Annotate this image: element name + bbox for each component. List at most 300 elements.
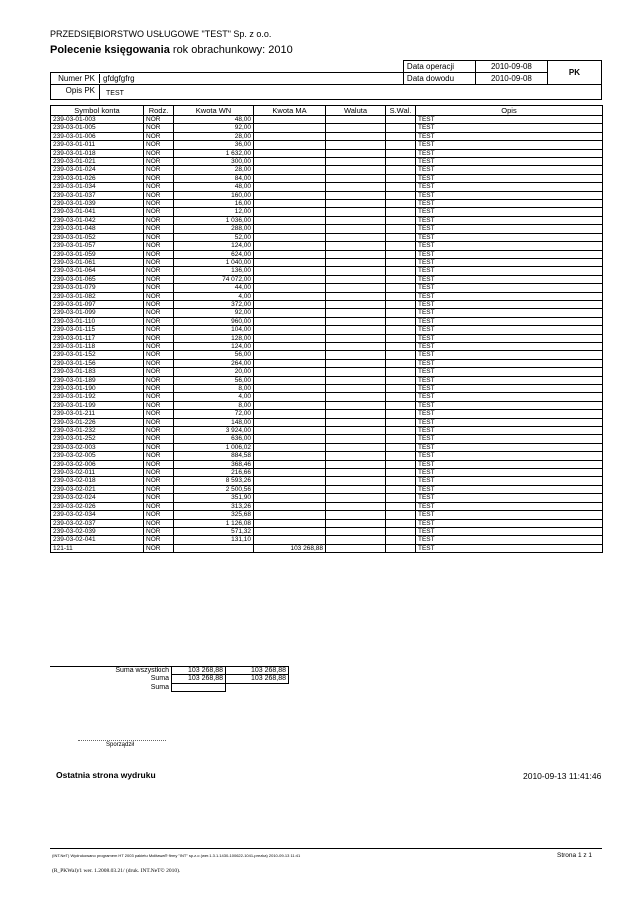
table-cell — [326, 519, 386, 527]
table-cell — [254, 427, 326, 435]
table-cell: TEST — [416, 359, 603, 367]
table-cell — [254, 536, 326, 544]
program-info: (INT.NeT) Wydrukowano programem HT 2003 pakietu Molitawa® firmy "INT" sp.z.o (wer.1.3.1.1430-100622-1041-prezka) 2010-09-13 11:41 — [52, 853, 301, 858]
table-cell: 368,46 — [174, 460, 254, 468]
print-timestamp: 2010-09-13 11:41:46 — [523, 771, 602, 781]
table-cell — [254, 519, 326, 527]
table-cell: 160,00 — [174, 191, 254, 199]
table-cell — [254, 359, 326, 367]
column-header: Waluta — [326, 106, 386, 116]
table-cell: NOR — [144, 233, 174, 241]
table-cell: 239-03-01-039 — [51, 200, 144, 208]
header-spacer — [51, 61, 404, 73]
table-cell: TEST — [416, 284, 603, 292]
table-cell: TEST — [416, 317, 603, 325]
table-cell: TEST — [416, 536, 603, 544]
table-cell: TEST — [416, 141, 603, 149]
table-cell: TEST — [416, 494, 603, 502]
table-cell: TEST — [416, 342, 603, 350]
table-cell: 239-03-01-192 — [51, 393, 144, 401]
table-cell: NOR — [144, 216, 174, 224]
table-cell — [326, 460, 386, 468]
table-cell — [386, 267, 416, 275]
table-cell — [254, 242, 326, 250]
table-cell: 313,26 — [174, 502, 254, 510]
table-cell: 136,00 — [174, 267, 254, 275]
table-cell: NOR — [144, 536, 174, 544]
doc-type-badge: PK — [547, 61, 601, 85]
table-cell: NOR — [144, 334, 174, 342]
table-cell: 148,00 — [174, 418, 254, 426]
summary-table — [50, 666, 289, 692]
table-row — [51, 216, 603, 224]
table-cell: 239-03-01-052 — [51, 233, 144, 241]
table-cell — [326, 351, 386, 359]
table-cell: 239-03-02-003 — [51, 443, 144, 451]
table-cell: 239-03-02-041 — [51, 536, 144, 544]
table-cell — [254, 435, 326, 443]
table-cell: 239-03-01-024 — [51, 166, 144, 174]
table-cell — [326, 233, 386, 241]
table-cell: 239-03-01-003 — [51, 116, 144, 124]
sum-all-wn: 103 268,88 — [172, 667, 226, 675]
table-cell — [326, 158, 386, 166]
table-cell: TEST — [416, 351, 603, 359]
sum-all-ma: 103 268,88 — [226, 667, 289, 675]
table-cell — [254, 443, 326, 451]
table-cell — [386, 359, 416, 367]
table-cell — [386, 401, 416, 409]
table-cell: NOR — [144, 158, 174, 166]
table-cell — [326, 410, 386, 418]
sum-all-label: Suma wszystkich — [50, 667, 172, 675]
table-row — [51, 242, 603, 250]
table-row — [51, 166, 603, 174]
table-cell: 52,00 — [174, 233, 254, 241]
table-cell: TEST — [416, 132, 603, 140]
table-cell: 239-03-01-156 — [51, 359, 144, 367]
table-row — [51, 233, 603, 241]
table-cell: TEST — [416, 174, 603, 182]
numer-pk-value: gfdgfgfrg — [103, 74, 135, 83]
table-row — [51, 410, 603, 418]
table-cell: NOR — [144, 469, 174, 477]
table-cell: 239-03-01-059 — [51, 250, 144, 258]
table-row — [51, 477, 603, 485]
table-cell: 28,00 — [174, 166, 254, 174]
table-cell: 239-03-02-018 — [51, 477, 144, 485]
table-cell: 351,90 — [174, 494, 254, 502]
table-cell — [326, 116, 386, 124]
table-cell: 239-03-02-005 — [51, 452, 144, 460]
postings-table — [50, 105, 603, 553]
table-cell: TEST — [416, 267, 603, 275]
table-cell — [254, 267, 326, 275]
table-cell — [386, 385, 416, 393]
prepared-by-label: Sporządził — [106, 742, 135, 748]
table-cell — [386, 300, 416, 308]
table-cell: 239-03-01-115 — [51, 326, 144, 334]
table-cell: TEST — [416, 385, 603, 393]
table-cell: 239-03-02-026 — [51, 502, 144, 510]
table-cell — [254, 233, 326, 241]
table-cell — [386, 250, 416, 258]
table-cell — [326, 275, 386, 283]
table-row — [51, 200, 603, 208]
table-cell: NOR — [144, 317, 174, 325]
table-cell: 960,00 — [174, 317, 254, 325]
table-cell — [326, 317, 386, 325]
table-cell: 239-03-01-183 — [51, 368, 144, 376]
table-cell: 92,00 — [174, 124, 254, 132]
table-cell: 239-03-02-024 — [51, 494, 144, 502]
table-cell — [386, 124, 416, 132]
table-cell — [254, 460, 326, 468]
table-cell — [254, 275, 326, 283]
table-cell: TEST — [416, 401, 603, 409]
table-cell: 92,00 — [174, 309, 254, 317]
table-cell — [326, 258, 386, 266]
table-cell — [254, 317, 326, 325]
table-cell: NOR — [144, 191, 174, 199]
table-cell: 44,00 — [174, 284, 254, 292]
table-cell — [254, 385, 326, 393]
table-cell: 239-03-01-211 — [51, 410, 144, 418]
table-cell — [326, 443, 386, 451]
table-cell — [254, 511, 326, 519]
table-cell — [386, 460, 416, 468]
table-cell: 8 593,26 — [174, 477, 254, 485]
sum2-wn — [172, 683, 226, 691]
table-row — [51, 485, 603, 493]
table-row — [51, 225, 603, 233]
table-cell: TEST — [416, 191, 603, 199]
table-cell — [254, 469, 326, 477]
table-cell: NOR — [144, 124, 174, 132]
table-cell — [386, 174, 416, 182]
signature-line — [78, 740, 166, 741]
table-row — [51, 376, 603, 384]
table-cell: TEST — [416, 368, 603, 376]
table-cell — [326, 435, 386, 443]
table-cell — [254, 342, 326, 350]
table-cell: 239-03-01-199 — [51, 401, 144, 409]
table-cell: 103 268,88 — [254, 544, 326, 552]
table-cell: 1 126,08 — [174, 519, 254, 527]
table-cell — [326, 502, 386, 510]
table-row — [51, 502, 603, 510]
table-cell: 636,00 — [174, 435, 254, 443]
opis-pk-value: TEST — [106, 90, 124, 97]
table-cell: TEST — [416, 460, 603, 468]
table-cell — [326, 309, 386, 317]
table-cell: NOR — [144, 477, 174, 485]
table-cell: 239-03-01-252 — [51, 435, 144, 443]
table-cell: 239-03-02-011 — [51, 469, 144, 477]
table-cell: TEST — [416, 418, 603, 426]
table-cell — [386, 132, 416, 140]
table-cell — [254, 166, 326, 174]
table-cell — [254, 418, 326, 426]
table-cell — [386, 469, 416, 477]
table-cell: 124,00 — [174, 242, 254, 250]
table-cell: TEST — [416, 216, 603, 224]
table-cell: NOR — [144, 132, 174, 140]
table-cell — [386, 141, 416, 149]
table-cell — [386, 418, 416, 426]
column-header: Kwota WN — [174, 106, 254, 116]
table-row — [51, 141, 603, 149]
data-dowodu-value: 2010-09-08 — [475, 73, 547, 85]
table-cell — [326, 267, 386, 275]
table-row — [51, 401, 603, 409]
table-cell — [386, 326, 416, 334]
table-cell — [326, 300, 386, 308]
table-cell: NOR — [144, 427, 174, 435]
table-cell: TEST — [416, 292, 603, 300]
table-cell — [326, 132, 386, 140]
table-cell — [254, 376, 326, 384]
table-cell — [254, 124, 326, 132]
table-cell: 56,00 — [174, 376, 254, 384]
table-cell: 131,10 — [174, 536, 254, 544]
sum-ma: 103 268,88 — [226, 675, 289, 683]
table-header — [51, 106, 603, 116]
table-cell — [326, 368, 386, 376]
table-row — [51, 544, 603, 552]
table-cell: TEST — [416, 410, 603, 418]
table-cell — [386, 427, 416, 435]
table-cell — [254, 477, 326, 485]
table-cell: 48,00 — [174, 183, 254, 191]
table-cell: TEST — [416, 393, 603, 401]
table-cell — [254, 284, 326, 292]
table-cell: TEST — [416, 544, 603, 552]
table-cell — [326, 485, 386, 493]
table-cell: 239-03-01-118 — [51, 342, 144, 350]
table-cell: 239-03-02-006 — [51, 460, 144, 468]
table-cell: TEST — [416, 477, 603, 485]
table-row — [51, 536, 603, 544]
table-cell: TEST — [416, 233, 603, 241]
table-cell: 239-03-01-232 — [51, 427, 144, 435]
table-cell — [386, 183, 416, 191]
table-cell: 239-03-01-021 — [51, 158, 144, 166]
table-cell — [254, 149, 326, 157]
table-cell — [326, 225, 386, 233]
table-cell: 288,00 — [174, 225, 254, 233]
table-cell: 239-03-01-082 — [51, 292, 144, 300]
table-cell: 239-03-01-110 — [51, 317, 144, 325]
table-cell — [386, 258, 416, 266]
table-cell: NOR — [144, 519, 174, 527]
table-cell — [326, 544, 386, 552]
table-cell — [386, 166, 416, 174]
table-body — [51, 116, 603, 553]
table-cell: 239-03-01-061 — [51, 258, 144, 266]
table-row — [51, 460, 603, 468]
table-cell: TEST — [416, 519, 603, 527]
table-cell: TEST — [416, 502, 603, 510]
sum2-ma — [226, 683, 289, 691]
table-cell: 239-03-01-026 — [51, 174, 144, 182]
table-cell — [386, 485, 416, 493]
last-page-note: Ostatnia strona wydruku — [56, 770, 156, 780]
table-cell: NOR — [144, 250, 174, 258]
table-row — [51, 158, 603, 166]
table-row — [51, 443, 603, 451]
table-cell: 264,00 — [174, 359, 254, 367]
table-cell: 239-03-01-042 — [51, 216, 144, 224]
sum-label: Suma — [150, 675, 169, 683]
table-row — [51, 292, 603, 300]
table-cell: 239-03-01-057 — [51, 242, 144, 250]
table-cell: 56,00 — [174, 351, 254, 359]
table-row — [51, 452, 603, 460]
table-row — [51, 334, 603, 342]
table-cell: 239-03-01-041 — [51, 208, 144, 216]
table-row — [51, 208, 603, 216]
form-code: (R_PKWal)/1 wer. 1.2008.03.21/ (druk. INT.NeT© 2010). — [52, 868, 181, 874]
table-cell: 624,00 — [174, 250, 254, 258]
table-cell — [174, 544, 254, 552]
table-cell: 884,58 — [174, 452, 254, 460]
table-cell — [386, 158, 416, 166]
table-cell — [386, 477, 416, 485]
table-row — [51, 435, 603, 443]
table-cell: NOR — [144, 359, 174, 367]
table-cell: 28,00 — [174, 132, 254, 140]
table-cell — [386, 334, 416, 342]
table-row — [51, 351, 603, 359]
table-cell — [326, 200, 386, 208]
opis-pk-row — [51, 85, 602, 100]
table-cell: 239-03-01-097 — [51, 300, 144, 308]
table-cell: NOR — [144, 284, 174, 292]
table-cell: 20,00 — [174, 368, 254, 376]
table-cell: NOR — [144, 267, 174, 275]
table-cell — [254, 393, 326, 401]
table-cell: TEST — [416, 527, 603, 535]
table-cell — [326, 393, 386, 401]
table-cell: NOR — [144, 544, 174, 552]
table-row — [51, 469, 603, 477]
table-cell: 239-03-01-152 — [51, 351, 144, 359]
table-cell — [386, 351, 416, 359]
page-number: Strona 1 z 1 — [557, 852, 593, 859]
table-cell — [326, 334, 386, 342]
table-cell: TEST — [416, 300, 603, 308]
column-header: Opis — [416, 106, 603, 116]
table-cell: NOR — [144, 368, 174, 376]
table-cell: 36,00 — [174, 141, 254, 149]
table-cell — [326, 191, 386, 199]
table-cell — [386, 527, 416, 535]
table-cell — [326, 477, 386, 485]
document-title — [50, 44, 293, 56]
table-cell — [254, 401, 326, 409]
table-row — [51, 149, 603, 157]
table-cell — [326, 359, 386, 367]
table-cell: TEST — [416, 158, 603, 166]
table-cell — [254, 292, 326, 300]
table-cell — [326, 292, 386, 300]
table-cell: 239-03-01-005 — [51, 124, 144, 132]
table-row — [51, 393, 603, 401]
table-cell: NOR — [144, 435, 174, 443]
table-cell — [254, 334, 326, 342]
table-cell: 2 500,56 — [174, 485, 254, 493]
table-cell: TEST — [416, 309, 603, 317]
table-cell — [254, 183, 326, 191]
table-cell: TEST — [416, 183, 603, 191]
data-operacji-label: Data operacji — [403, 61, 475, 73]
table-cell — [326, 166, 386, 174]
column-header: S.Wal. — [386, 106, 416, 116]
table-cell — [254, 309, 326, 317]
table-cell: 239-03-01-064 — [51, 267, 144, 275]
table-cell: 239-03-01-099 — [51, 309, 144, 317]
table-cell: 1 632,00 — [174, 149, 254, 157]
table-cell — [326, 124, 386, 132]
table-cell: TEST — [416, 258, 603, 266]
table-cell — [386, 116, 416, 124]
table-cell: 239-03-01-190 — [51, 385, 144, 393]
table-cell — [386, 225, 416, 233]
table-cell: NOR — [144, 225, 174, 233]
table-cell: 300,00 — [174, 158, 254, 166]
table-cell: NOR — [144, 208, 174, 216]
table-cell — [254, 485, 326, 493]
table-cell: NOR — [144, 385, 174, 393]
table-cell: 1 006,02 — [174, 443, 254, 451]
table-cell: 239-03-02-039 — [51, 527, 144, 535]
document-header-table — [50, 60, 602, 100]
table-cell — [326, 469, 386, 477]
table-row — [51, 326, 603, 334]
table-cell: NOR — [144, 452, 174, 460]
table-cell — [386, 511, 416, 519]
table-cell: NOR — [144, 258, 174, 266]
company-name: PRZEDSIĘBIORSTWO USŁUGOWE "TEST" Sp. z o.o. — [50, 29, 272, 39]
table-cell — [386, 494, 416, 502]
table-cell: NOR — [144, 410, 174, 418]
table-cell — [326, 427, 386, 435]
table-cell — [326, 208, 386, 216]
table-cell: NOR — [144, 242, 174, 250]
table-cell: TEST — [416, 376, 603, 384]
table-cell: NOR — [144, 166, 174, 174]
table-cell: TEST — [416, 124, 603, 132]
table-cell: NOR — [144, 275, 174, 283]
table-cell: 1 036,00 — [174, 216, 254, 224]
table-cell: TEST — [416, 469, 603, 477]
table-cell — [386, 443, 416, 451]
table-cell: NOR — [144, 200, 174, 208]
data-operacji-value: 2010-09-08 — [475, 61, 547, 73]
table-cell — [386, 191, 416, 199]
table-cell — [254, 191, 326, 199]
table-cell — [386, 309, 416, 317]
table-cell: NOR — [144, 511, 174, 519]
table-cell: 239-03-01-034 — [51, 183, 144, 191]
table-cell: NOR — [144, 183, 174, 191]
table-cell: 239-03-01-079 — [51, 284, 144, 292]
table-cell: NOR — [144, 443, 174, 451]
table-row — [51, 300, 603, 308]
table-cell: 239-03-01-006 — [51, 132, 144, 140]
table-cell — [326, 216, 386, 224]
